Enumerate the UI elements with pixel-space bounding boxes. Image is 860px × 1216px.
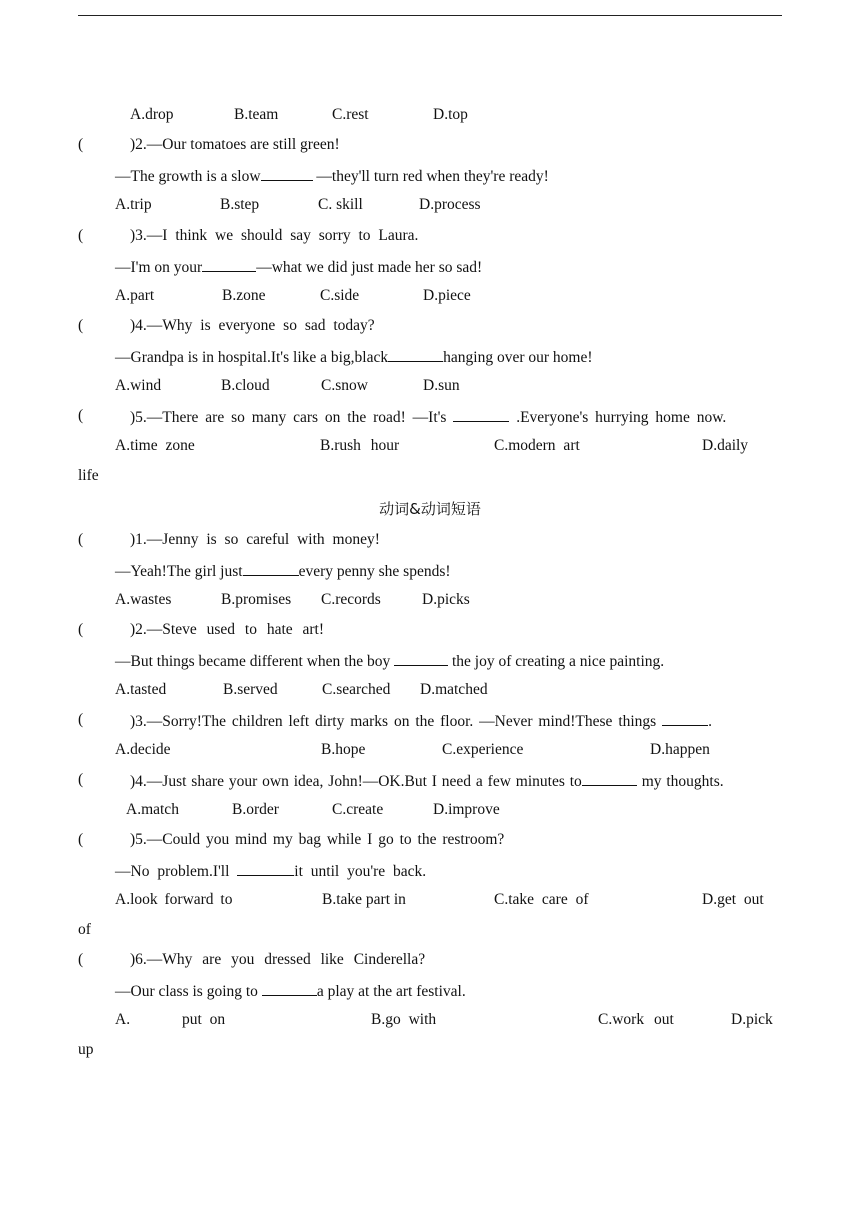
answer-paren: ( (78, 951, 84, 968)
question-line2 (115, 651, 664, 671)
option-c: C.take care of (494, 891, 589, 908)
line-text: . (708, 713, 712, 730)
line-text: my thoughts. (636, 773, 724, 790)
section-title: 动词&动词短语 (379, 500, 481, 518)
option-c: C.create (332, 801, 384, 818)
option-a: A. (115, 1011, 131, 1028)
question-stem: )2.—Our tomatoes are still green! (130, 136, 340, 153)
option-a: A.match (126, 801, 179, 818)
option-d: D.happen (650, 741, 710, 758)
option-b: B.served (223, 681, 278, 698)
line-text: )5.—There are so many cars on the road! —It's (130, 409, 447, 426)
option-d: D.improve (433, 801, 500, 818)
option-b: B.rush hour (320, 437, 400, 454)
option-b: B.take part in (322, 891, 406, 908)
option-d: D.matched (420, 681, 488, 698)
option-b: B.go with (371, 1011, 437, 1028)
option-d: D.daily (702, 437, 749, 454)
option-b: B.step (220, 196, 260, 213)
option-a: A.decide (115, 741, 171, 758)
option-c: C.work out (598, 1011, 674, 1028)
answer-paren: ( (78, 407, 84, 424)
line-text: )3.—Sorry!The children left dirty marks on the floor. —Never mind!These things (130, 713, 657, 730)
line-text: —No problem.I'll (115, 863, 238, 880)
option-a-text: put on (182, 1011, 226, 1028)
option-b: B.zone (222, 287, 266, 304)
answer-blank (388, 347, 443, 362)
option-d: D.piece (423, 287, 471, 304)
option-a: A.part (115, 287, 155, 304)
option-c: C.rest (332, 106, 369, 123)
question-stem: )3.—I think we should say sorry to Laura. (130, 227, 419, 244)
line-text: )4.—Just share your own idea, John!—OK.But I need a few minutes to (130, 773, 582, 790)
option-d: D.sun (423, 377, 460, 394)
answer-paren: ( (78, 136, 84, 153)
line-text: the joy of creating a nice painting. (448, 653, 665, 670)
line-text: —Grandpa is in hospital.It's like a big,black (115, 349, 389, 366)
question-stem (130, 771, 724, 791)
line-text: —Yeah!The girl just (115, 563, 243, 580)
question-stem (130, 711, 712, 731)
option-a: A.wind (115, 377, 162, 394)
line-text: —The growth is a slow (115, 168, 261, 185)
question-stem: )6.—Why are you dressed like Cinderella? (130, 951, 426, 968)
line-text: —But things became different when the boy (115, 653, 395, 670)
answer-blank (582, 771, 637, 786)
line-text: every penny she spends! (298, 563, 451, 580)
line-text: a play at the art festival. (316, 983, 466, 1000)
option-a: A.trip (115, 196, 152, 213)
answer-paren: ( (78, 621, 84, 638)
answer-paren: ( (78, 227, 84, 244)
question-line2 (115, 981, 466, 1001)
question-stem: )5.—Could you mind my bag while I go to the restroom? (130, 831, 505, 848)
option-b: B.order (232, 801, 279, 818)
answer-paren: ( (78, 531, 84, 548)
option-d: D.picks (422, 591, 470, 608)
wrapped-text: of (78, 921, 91, 938)
option-b: B.team (234, 106, 279, 123)
answer-paren: ( (78, 831, 84, 848)
question-line2 (115, 861, 426, 881)
option-a: A.tasted (115, 681, 167, 698)
line-text: .Everyone's hurrying home now. (509, 409, 727, 426)
option-d: D.get out (702, 891, 764, 908)
answer-paren: ( (78, 771, 84, 788)
wrapped-text: life (78, 467, 99, 484)
line-text: it until you're back. (294, 863, 427, 880)
answer-blank (262, 981, 317, 996)
option-d: D.top (433, 106, 468, 123)
option-b: B.cloud (221, 377, 270, 394)
question-stem: )1.—Jenny is so careful with money! (130, 531, 380, 548)
answer-paren: ( (78, 711, 84, 728)
question-stem: )2.—Steve used to hate art! (130, 621, 325, 638)
option-a: A.wastes (115, 591, 172, 608)
question-stem (130, 407, 726, 427)
question-line2 (115, 561, 451, 581)
option-b: B.promises (221, 591, 292, 608)
answer-blank (237, 861, 294, 876)
header-rule (78, 15, 782, 16)
line-text: —Our class is going to (115, 983, 262, 1000)
answer-paren: ( (78, 317, 84, 334)
option-c: C.records (321, 591, 381, 608)
answer-blank (453, 407, 509, 422)
option-d: D.process (419, 196, 481, 213)
option-c: C.side (320, 287, 360, 304)
line-text: —what we did just made her so sad! (256, 259, 483, 276)
option-c: C.snow (321, 377, 368, 394)
question-stem: )4.—Why is everyone so sad today? (130, 317, 375, 334)
answer-blank (662, 711, 708, 726)
option-b: B.hope (321, 741, 366, 758)
option-d: D.pick (731, 1011, 773, 1028)
wrapped-text: up (78, 1041, 94, 1058)
line-text: —I'm on your (115, 259, 203, 276)
question-line2 (115, 347, 593, 367)
line-text: —they'll turn red when they're ready! (312, 168, 549, 185)
answer-blank (243, 561, 299, 576)
option-a: A.time zone (115, 437, 195, 454)
answer-blank (394, 651, 448, 666)
answer-blank (202, 257, 256, 272)
answer-blank (261, 166, 313, 181)
question-line2 (115, 257, 482, 277)
option-c: C.experience (442, 741, 524, 758)
option-c: C.searched (322, 681, 391, 698)
option-a: A.drop (130, 106, 174, 123)
question-line2 (115, 166, 549, 186)
option-a: A.look forward to (115, 891, 233, 908)
option-c: C. skill (318, 196, 363, 213)
line-text: hanging over our home! (443, 349, 593, 366)
option-c: C.modern art (494, 437, 580, 454)
